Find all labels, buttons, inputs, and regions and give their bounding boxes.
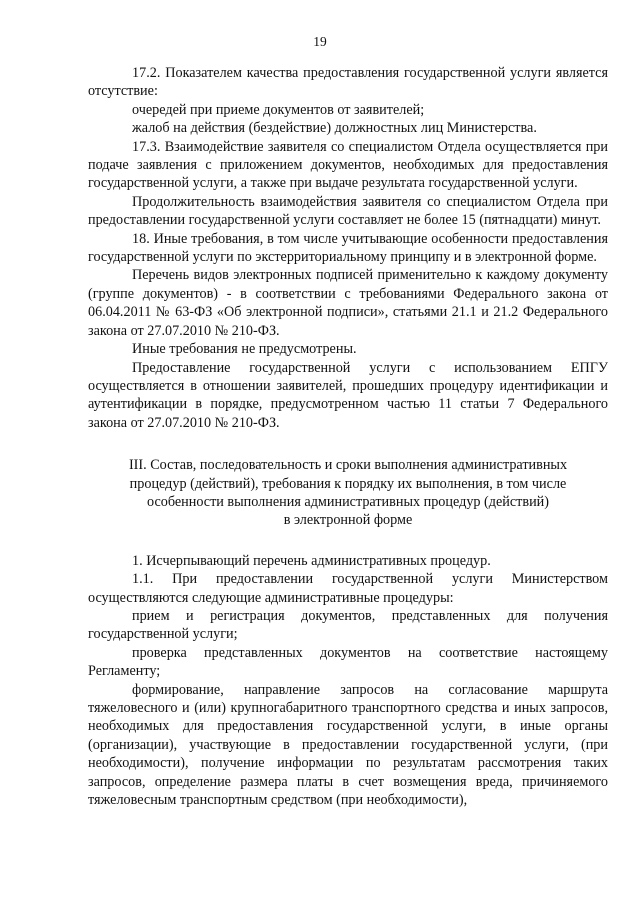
section-heading-line: особенности выполнения административных процедур (действий) <box>147 493 549 510</box>
document-body <box>88 64 608 809</box>
paragraph-epgu: Предоставление государственной услуги с использованием ЕПГУ осуществляется в отношении заявителей, прошедших процедуру идентификации и аутентификации в порядке, предусмотренном частью 11 статьи 7 Федерального закона от 27.07.2010 № 210-ФЗ. <box>88 359 608 431</box>
paragraph-requests-formation: формирование, направление запросов на согласование маршрута тяжеловесного и (или) крупногабаритного транспортного средства и иных запросов, необходимых для предоставления государственной услуги, в иные органы (организации), участвующие в предоставлении государственной услуги, (при необходимости), получение информации по результатам рассмотрения таких запросов, определение размера платы в счет возмещения вреда, причиняемого тяжеловесным транспортным средством (при необходимости), <box>88 681 608 809</box>
paragraph-electronic-signatures: Перечень видов электронных подписей применительно к каждому документу (группе документов) - в соответствии с требованиями Федерального закона от 06.04.2011 № 63-ФЗ «Об электронной подписи», статьями 21.1 и 21.2 Федерального закона от 27.07.2010 № 210-ФЗ. <box>88 267 608 339</box>
paragraph-interaction-duration: Продолжительность взаимодействия заявителя со специалистом Отдела при предоставлении государственной услуги составляет не более 15 (пятнадцати) минут. <box>88 193 608 229</box>
paragraph-17-2: 17.2. Показателем качества предоставления государственной услуги является отсутствие: <box>88 65 608 100</box>
paragraph-reception-registration: прием и регистрация документов, представленных для получения государственной услуги; <box>88 607 608 643</box>
paragraph-1: 1. Исчерпывающий перечень административных процедур. <box>132 552 491 569</box>
section-heading-line: процедур (действий), требования к порядку их выполнения, в том числе <box>129 475 567 492</box>
paragraph-1-1: 1.1. При предоставлении государственной услуги Министерством осуществляются следующие административные процедуры: <box>88 571 608 606</box>
section-heading-iii <box>88 456 608 530</box>
section-heading-line: в электронной форме <box>283 512 413 529</box>
paragraph-18: 18. Иные требования, в том числе учитывающие особенности предоставления государственной услуги по экстерриториальному принципу и в электронной форме. <box>88 230 608 266</box>
paragraph-no-complaints: жалоб на действия (бездействие) должностных лиц Министерства. <box>132 120 537 137</box>
paragraph-no-queues: очередей при приеме документов от заявителей; <box>132 101 425 118</box>
paragraph-no-other-requirements: Иные требования не предусмотрены. <box>132 341 357 358</box>
paragraph-document-check: проверка представленных документов на соответствие настоящему Регламенту; <box>88 644 608 680</box>
page-number: 19 <box>313 34 327 49</box>
section-heading-line: III. Состав, последовательность и сроки выполнения административных <box>128 457 568 474</box>
paragraph-17-3: 17.3. Взаимодействие заявителя со специалистом Отдела осуществляется при подаче заявления с приложением документов, необходимых для предоставления государственной услуги, а также при выдаче результата государственной услуги. <box>88 138 608 192</box>
